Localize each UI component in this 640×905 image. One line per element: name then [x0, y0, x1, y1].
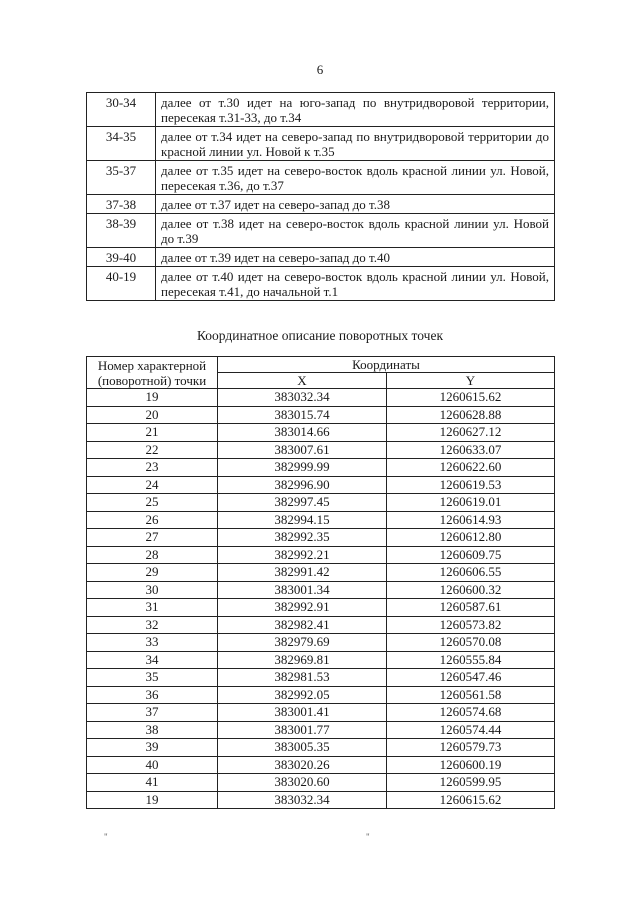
- x-coordinate: 382992.35: [218, 529, 387, 547]
- segment-description: далее от т.34 идет на северо-запад по внутридворовой территории до красной линии ул. Новой к т.35: [156, 127, 555, 161]
- page-number: 6: [316, 62, 324, 77]
- x-coordinate: 383015.74: [218, 406, 387, 424]
- header-x: X: [218, 373, 387, 389]
- x-coordinate: 382997.45: [218, 494, 387, 512]
- point-number: 39: [87, 739, 218, 757]
- coordinate-row: [87, 634, 555, 652]
- y-coordinate: 1260633.07: [387, 441, 555, 459]
- point-number: 30: [87, 581, 218, 599]
- coordinate-row: [87, 564, 555, 582]
- coordinate-row: [87, 791, 555, 809]
- coordinate-row: [87, 529, 555, 547]
- point-number: 29: [87, 564, 218, 582]
- coordinate-row: [87, 721, 555, 739]
- coordinate-row: [87, 774, 555, 792]
- point-number: 33: [87, 634, 218, 652]
- coordinate-row: [87, 599, 555, 617]
- segment-id: 30-34: [87, 93, 156, 127]
- coordinate-row: [87, 406, 555, 424]
- header-y: Y: [387, 373, 555, 389]
- x-coordinate: 382992.91: [218, 599, 387, 617]
- y-coordinate: 1260628.88: [387, 406, 555, 424]
- coordinate-row: [87, 389, 555, 407]
- point-number: 40: [87, 756, 218, 774]
- x-coordinate: 383001.77: [218, 721, 387, 739]
- x-coordinate: 383005.35: [218, 739, 387, 757]
- y-coordinate: 1260622.60: [387, 459, 555, 477]
- y-coordinate: 1260600.32: [387, 581, 555, 599]
- x-coordinate: 383014.66: [218, 424, 387, 442]
- y-coordinate: 1260615.62: [387, 389, 555, 407]
- point-number: 28: [87, 546, 218, 564]
- point-number: 32: [87, 616, 218, 634]
- segment-row: [87, 248, 555, 267]
- header-point-number: Номер характерной (поворотной) точки: [87, 357, 218, 389]
- segment-id: 38-39: [87, 214, 156, 248]
- point-number: 34: [87, 651, 218, 669]
- y-coordinate: 1260627.12: [387, 424, 555, 442]
- footer-mark-right: ": [366, 832, 370, 842]
- coordinate-row: [87, 686, 555, 704]
- x-coordinate: 383007.61: [218, 441, 387, 459]
- coordinate-row: [87, 669, 555, 687]
- point-number: 38: [87, 721, 218, 739]
- segment-row: [87, 161, 555, 195]
- y-coordinate: 1260609.75: [387, 546, 555, 564]
- coordinate-row: [87, 494, 555, 512]
- point-number: 23: [87, 459, 218, 477]
- point-number: 22: [87, 441, 218, 459]
- point-number: 21: [87, 424, 218, 442]
- coordinate-row: [87, 476, 555, 494]
- x-coordinate: 382992.05: [218, 686, 387, 704]
- coordinates-table: [86, 356, 555, 809]
- point-number: 19: [87, 389, 218, 407]
- segment-row: [87, 93, 555, 127]
- x-coordinate: 382992.21: [218, 546, 387, 564]
- y-coordinate: 1260587.61: [387, 599, 555, 617]
- point-number: 25: [87, 494, 218, 512]
- segment-id: 40-19: [87, 267, 156, 301]
- y-coordinate: 1260547.46: [387, 669, 555, 687]
- segment-row: [87, 195, 555, 214]
- coordinate-row: [87, 459, 555, 477]
- y-coordinate: 1260561.58: [387, 686, 555, 704]
- point-number: 36: [87, 686, 218, 704]
- segment-id: 35-37: [87, 161, 156, 195]
- x-coordinate: 383032.34: [218, 791, 387, 809]
- x-coordinate: 383020.60: [218, 774, 387, 792]
- y-coordinate: 1260570.08: [387, 634, 555, 652]
- y-coordinate: 1260599.95: [387, 774, 555, 792]
- segment-row: [87, 127, 555, 161]
- segment-description: далее от т.37 идет на северо-запад до т.38: [156, 195, 555, 214]
- y-coordinate: 1260579.73: [387, 739, 555, 757]
- y-coordinate: 1260614.93: [387, 511, 555, 529]
- point-number: 35: [87, 669, 218, 687]
- point-number: 27: [87, 529, 218, 547]
- footer-mark-left: ": [104, 832, 108, 842]
- y-coordinate: 1260600.19: [387, 756, 555, 774]
- header-coordinates: Координаты: [218, 357, 555, 373]
- point-number: 37: [87, 704, 218, 722]
- y-coordinate: 1260615.62: [387, 791, 555, 809]
- coordinate-row: [87, 616, 555, 634]
- coordinate-row: [87, 511, 555, 529]
- y-coordinate: 1260606.55: [387, 564, 555, 582]
- x-coordinate: 382979.69: [218, 634, 387, 652]
- segment-description: далее от т.35 идет на северо-восток вдоль красной линии ул. Новой, пересекая т.36, до т.37: [156, 161, 555, 195]
- x-coordinate: 383001.41: [218, 704, 387, 722]
- y-coordinate: 1260573.82: [387, 616, 555, 634]
- x-coordinate: 382982.41: [218, 616, 387, 634]
- x-coordinate: 382981.53: [218, 669, 387, 687]
- point-number: 41: [87, 774, 218, 792]
- x-coordinate: 382996.90: [218, 476, 387, 494]
- y-coordinate: 1260555.84: [387, 651, 555, 669]
- x-coordinate: 383032.34: [218, 389, 387, 407]
- boundary-segments-table: [86, 92, 555, 301]
- segment-row: [87, 267, 555, 301]
- y-coordinate: 1260574.68: [387, 704, 555, 722]
- coordinate-row: [87, 704, 555, 722]
- coordinate-row: [87, 651, 555, 669]
- segment-description: далее от т.38 идет на северо-восток вдоль красной линии ул. Новой до т.39: [156, 214, 555, 248]
- point-number: 26: [87, 511, 218, 529]
- coordinate-row: [87, 739, 555, 757]
- coordinate-row: [87, 756, 555, 774]
- x-coordinate: 382969.81: [218, 651, 387, 669]
- point-number: 31: [87, 599, 218, 617]
- x-coordinate: 383001.34: [218, 581, 387, 599]
- segment-description: далее от т.39 идет на северо-запад до т.40: [156, 248, 555, 267]
- segment-id: 39-40: [87, 248, 156, 267]
- point-number: 24: [87, 476, 218, 494]
- segment-id: 37-38: [87, 195, 156, 214]
- x-coordinate: 382991.42: [218, 564, 387, 582]
- segment-row: [87, 214, 555, 248]
- x-coordinate: 383020.26: [218, 756, 387, 774]
- y-coordinate: 1260612.80: [387, 529, 555, 547]
- segment-description: далее от т.40 идет на северо-восток вдоль красной линии ул. Новой, пересекая т.41, до начальной т.1: [156, 267, 555, 301]
- coordinate-row: [87, 581, 555, 599]
- coordinate-row: [87, 424, 555, 442]
- y-coordinate: 1260574.44: [387, 721, 555, 739]
- coordinate-row: [87, 441, 555, 459]
- y-coordinate: 1260619.01: [387, 494, 555, 512]
- x-coordinate: 382999.99: [218, 459, 387, 477]
- x-coordinate: 382994.15: [218, 511, 387, 529]
- segment-id: 34-35: [87, 127, 156, 161]
- coordinate-row: [87, 546, 555, 564]
- point-number: 19: [87, 791, 218, 809]
- segment-description: далее от т.30 идет на юго-запад по внутридворовой территории, пересекая т.31-33, до т.34: [156, 93, 555, 127]
- y-coordinate: 1260619.53: [387, 476, 555, 494]
- point-number: 20: [87, 406, 218, 424]
- coordinates-caption: Координатное описание поворотных точек: [196, 328, 444, 343]
